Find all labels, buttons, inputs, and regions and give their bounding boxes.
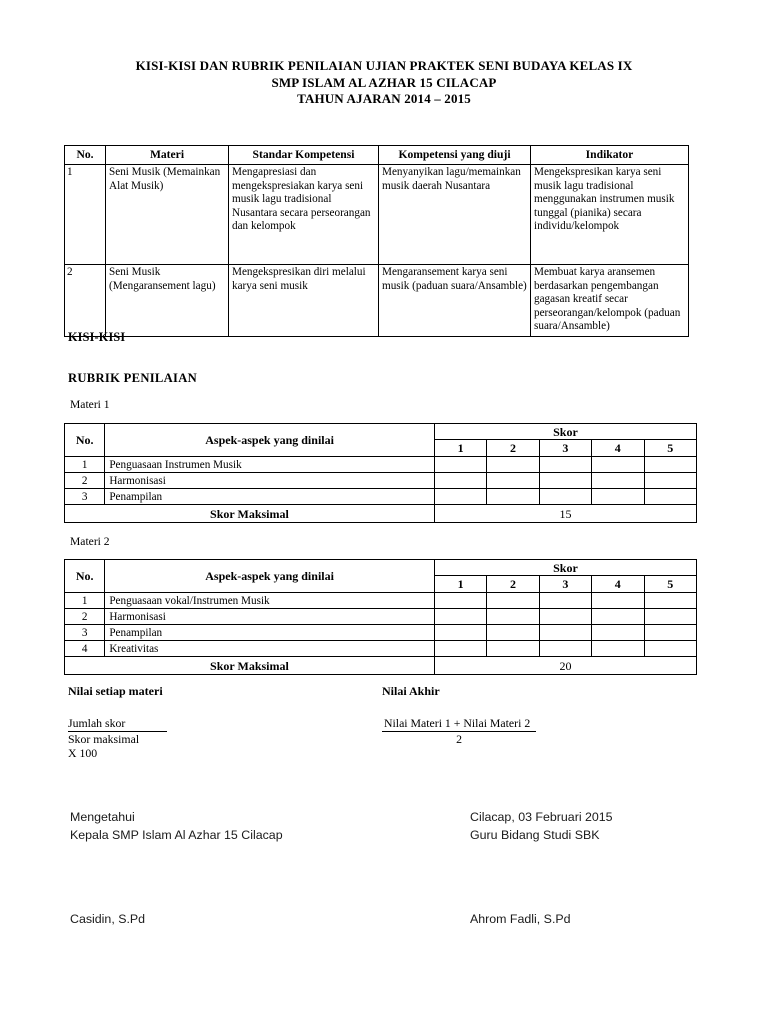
score-cell-5[interactable]	[644, 457, 697, 473]
column-header-skor-1: 1	[434, 576, 486, 593]
score-cell-3[interactable]	[539, 593, 591, 609]
cell-aspek: Kreativitas	[105, 641, 435, 657]
table-footer-row	[65, 657, 697, 675]
score-cell-3[interactable]	[539, 609, 591, 625]
cell-indikator: Mengekspresikan karya seni musik lagu tradisional menggunakan instrumen musik tunggal (pianika) secara individu/kelompok	[531, 165, 689, 265]
table-row	[65, 165, 689, 265]
score-cell-4[interactable]	[592, 609, 644, 625]
cell-standar-kompetensi: Mengapresiasi dan mengekspresiakan karya seni musik lagu tradisional Nusantara secara perseorangan dan kelompok	[229, 165, 379, 265]
cell-no: 1	[65, 165, 106, 265]
formula-denominator: Skor maksimal	[68, 731, 140, 746]
cell-kompetensi-yang-diuji: Menyanyikan lagu/memainkan musik daerah Nusantara	[379, 165, 531, 265]
column-header-skor-1: 1	[434, 440, 486, 457]
title-line-2: SMP ISLAM AL AZHAR 15 CILACAP	[271, 74, 497, 90]
score-cell-5[interactable]	[644, 593, 697, 609]
table-row	[65, 457, 697, 473]
cell-aspek: Penampilan	[105, 489, 435, 505]
formula-multiplier: X 100	[68, 746, 98, 761]
cell-aspek: Harmonisasi	[105, 609, 435, 625]
formula-nilai-akhir-title: Nilai Akhir	[382, 684, 440, 698]
skor-maksimal-label: Skor Maksimal	[65, 505, 435, 523]
column-header-indikator: Indikator	[531, 146, 689, 165]
skor-maksimal-label: Skor Maksimal	[65, 657, 435, 675]
table-header-row	[65, 424, 697, 440]
cell-no: 1	[65, 457, 105, 473]
cell-aspek: Penguasaan Instrumen Musik	[105, 457, 435, 473]
rubric-table-materi-1	[64, 423, 697, 523]
score-cell-5[interactable]	[644, 489, 697, 505]
column-header-skor: Skor	[434, 424, 696, 440]
column-header-standar-kompetensi: Standar Kompetensi	[229, 146, 379, 165]
section-label-materi-2: Materi 2	[70, 535, 110, 548]
column-header-skor-5: 5	[644, 440, 697, 457]
section-label-materi-1: Materi 1	[70, 398, 110, 411]
section-label-kisi-kisi: KISI-KISI	[68, 330, 126, 344]
cell-indikator: Membuat karya aransemen berdasarkan pengembangan gagasan kreatif secar perseorangan/kelompok (paduan suara/Ansamble)	[531, 265, 689, 337]
table-header-row	[65, 146, 689, 165]
score-cell-3[interactable]	[539, 473, 591, 489]
score-cell-4[interactable]	[592, 473, 644, 489]
cell-aspek: Penguasaan vokal/Instrumen Musik	[105, 593, 435, 609]
score-cell-5[interactable]	[644, 625, 697, 641]
signature-right-name: Ahrom Fadli, S.Pd	[470, 912, 571, 926]
signature-place-date: Cilacap, 03 Februari 2015	[470, 810, 613, 824]
column-header-skor-2: 2	[487, 440, 539, 457]
signature-left-header	[70, 809, 283, 844]
table-footer-row	[65, 505, 697, 523]
table-header-row	[65, 560, 697, 576]
score-cell-4[interactable]	[592, 625, 644, 641]
cell-materi: Seni Musik (Memainkan Alat Musik)	[106, 165, 229, 265]
column-header-no: No.	[65, 560, 105, 593]
score-cell-4[interactable]	[592, 641, 644, 657]
signature-left-name: Casidin, S.Pd	[70, 912, 146, 926]
cell-no: 2	[65, 609, 105, 625]
score-cell-2[interactable]	[487, 489, 539, 505]
cell-no: 2	[65, 265, 106, 337]
cell-no: 2	[65, 473, 105, 489]
column-header-aspek: Aspek-aspek yang dinilai	[105, 560, 435, 593]
cell-materi: Seni Musik (Mengaransement lagu)	[106, 265, 229, 337]
cell-kompetensi-yang-diuji: Mengaransement karya seni musik (paduan suara/Ansamble)	[379, 265, 531, 337]
column-header-no: No.	[65, 424, 105, 457]
cell-aspek: Penampilan	[105, 625, 435, 641]
score-cell-5[interactable]	[644, 473, 697, 489]
formula-denominator: 2	[456, 731, 463, 746]
signature-left-line-1: Mengetahui	[70, 810, 135, 824]
score-cell-3[interactable]	[539, 641, 591, 657]
signature-right-line-2: Guru Bidang Studi SBK	[470, 827, 600, 842]
score-cell-2[interactable]	[487, 609, 539, 625]
kisi-kisi-table	[64, 145, 689, 337]
formula-nilai-setiap-materi-title: Nilai setiap materi	[68, 684, 163, 698]
table-row	[65, 641, 697, 657]
score-cell-4[interactable]	[592, 489, 644, 505]
score-cell-1[interactable]	[434, 593, 486, 609]
cell-no: 3	[65, 489, 105, 505]
cell-no: 4	[65, 641, 105, 657]
column-header-skor-4: 4	[592, 440, 644, 457]
score-cell-1[interactable]	[434, 473, 486, 489]
score-cell-3[interactable]	[539, 625, 591, 641]
formula-nilai-akhir	[382, 716, 536, 746]
cell-aspek: Harmonisasi	[105, 473, 435, 489]
score-cell-2[interactable]	[487, 593, 539, 609]
column-header-materi: Materi	[106, 146, 229, 165]
formula-numerator: Nilai Materi 1 + Nilai Materi 2	[382, 716, 536, 732]
document-title	[0, 58, 768, 108]
column-header-skor-3: 3	[539, 440, 591, 457]
cell-no: 3	[65, 625, 105, 641]
table-row	[65, 265, 689, 337]
table-row	[65, 625, 697, 641]
skor-maksimal-value: 20	[434, 657, 696, 675]
signature-left-line-2: Kepala SMP Islam Al Azhar 15 Cilacap	[70, 827, 283, 842]
score-cell-2[interactable]	[487, 457, 539, 473]
title-line-3: TAHUN AJARAN 2014 – 2015	[297, 91, 471, 106]
column-header-no: No.	[65, 146, 106, 165]
table-row	[65, 473, 697, 489]
table-row	[65, 489, 697, 505]
column-header-aspek: Aspek-aspek yang dinilai	[105, 424, 435, 457]
column-header-skor: Skor	[434, 560, 696, 576]
column-header-skor-4: 4	[592, 576, 644, 593]
score-cell-1[interactable]	[434, 489, 486, 505]
table-row	[65, 609, 697, 625]
cell-no: 1	[65, 593, 105, 609]
score-cell-5[interactable]	[644, 641, 697, 657]
rubric-table-materi-2	[64, 559, 697, 675]
column-header-skor-2: 2	[487, 576, 539, 593]
formula-numerator: Jumlah skor	[68, 716, 167, 732]
score-cell-2[interactable]	[487, 473, 539, 489]
cell-standar-kompetensi: Mengekspresikan diri melalui karya seni musik	[229, 265, 379, 337]
title-line-1: KISI-KISI DAN RUBRIK PENILAIAN UJIAN PRAKTEK SENI BUDAYA KELAS IX	[135, 58, 633, 73]
column-header-skor-3: 3	[539, 576, 591, 593]
column-header-kompetensi-yang-diuji: Kompetensi yang diuji	[379, 146, 531, 165]
score-cell-2[interactable]	[487, 641, 539, 657]
score-cell-1[interactable]	[434, 609, 486, 625]
skor-maksimal-value: 15	[434, 505, 696, 523]
formula-nilai-setiap-materi	[68, 716, 167, 761]
section-label-rubrik-penilaian: RUBRIK PENILAIAN	[68, 371, 198, 385]
score-cell-4[interactable]	[592, 457, 644, 473]
score-cell-1[interactable]	[434, 641, 486, 657]
signature-right-header	[470, 809, 613, 844]
table-row	[65, 593, 697, 609]
score-cell-1[interactable]	[434, 625, 486, 641]
score-cell-3[interactable]	[539, 457, 591, 473]
column-header-skor-5: 5	[644, 576, 697, 593]
score-cell-5[interactable]	[644, 609, 697, 625]
score-cell-2[interactable]	[487, 625, 539, 641]
score-cell-4[interactable]	[592, 593, 644, 609]
score-cell-3[interactable]	[539, 489, 591, 505]
score-cell-1[interactable]	[434, 457, 486, 473]
